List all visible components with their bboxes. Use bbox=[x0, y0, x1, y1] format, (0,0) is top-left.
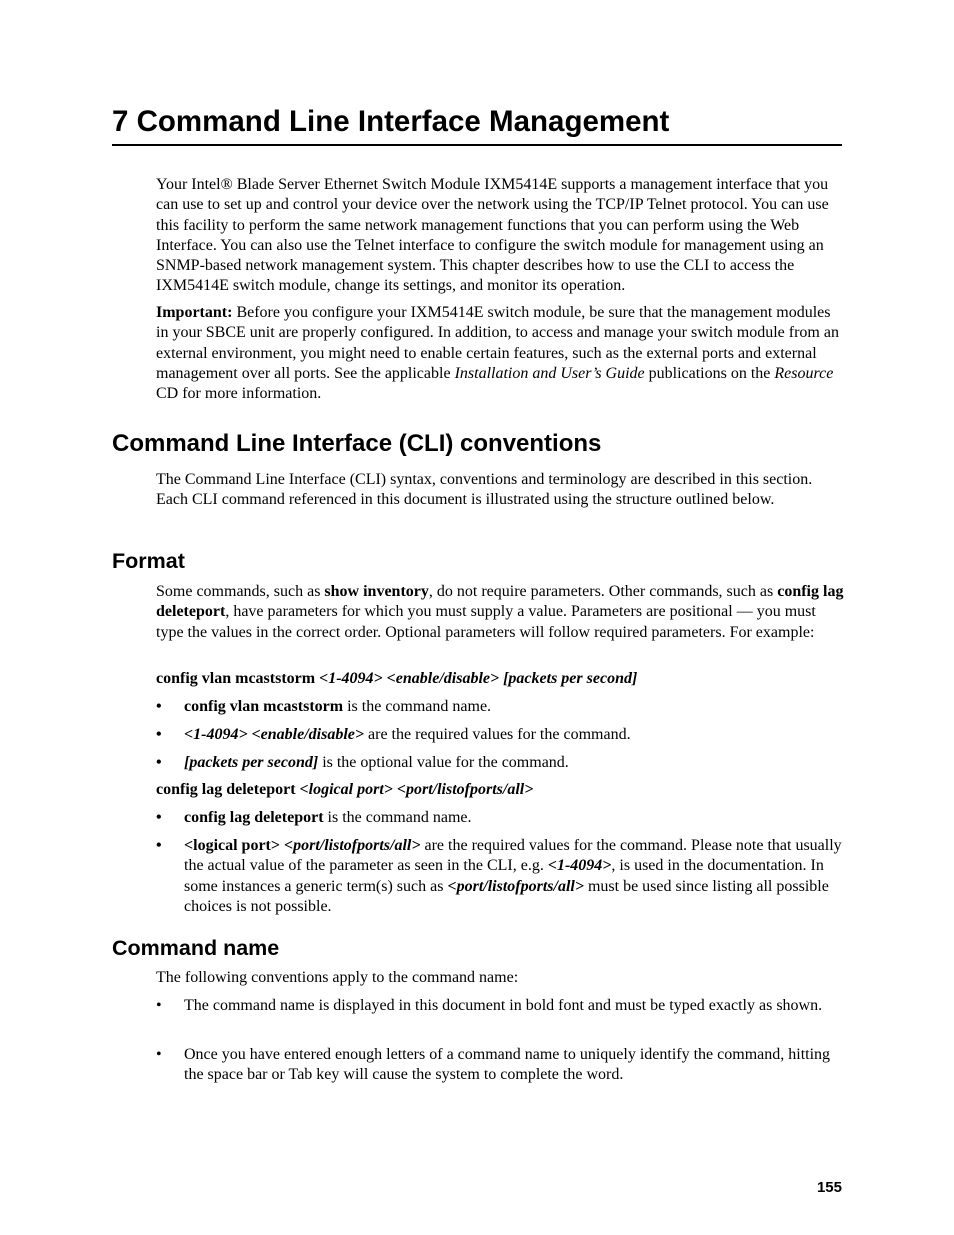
command-name-bullet-2: Once you have entered enough letters of a command name to uniquely identify the command, hitting the space bar or Tab key will cause the system to complete the word. bbox=[184, 1046, 831, 1084]
bullet-5-text-3: must be used since listing all possible choices is not possible. bbox=[184, 877, 829, 915]
bullet-4-text: is the command name. bbox=[323, 809, 472, 826]
bullet: • bbox=[156, 698, 162, 715]
bullet-1-text: is the command name. bbox=[343, 698, 492, 715]
format-text-3: , have parameters for which you must supply a value. Parameters are positional — you must type the values in the correct order. Optional parameters will follow required parameters. For example: bbox=[156, 603, 816, 641]
important-paragraph bbox=[156, 303, 846, 404]
page-number: 155 bbox=[816, 1179, 842, 1196]
format-text-1: Some commands, such as bbox=[156, 583, 325, 600]
bullet: • bbox=[156, 809, 162, 826]
conventions-paragraph: The Command Line Interface (CLI) syntax, conventions and terminology are described in this section. Each CLI command referenced in this document is illustrated using the structure outlined below. bbox=[156, 471, 813, 509]
bullet-2-text: are the required values for the command. bbox=[364, 726, 631, 743]
example-1-params: <1-4094> <enable/disable> [packets per second] bbox=[319, 670, 638, 687]
bullet-5-text-1: are the required values for the command. Please note that usually the actual value of the parameter as seen in the CLI, e.g. bbox=[184, 837, 842, 875]
example-2-params: <logical port> <port/listofports/all> bbox=[299, 781, 534, 798]
bullet: • bbox=[156, 1046, 162, 1063]
bullet-5-param-1: <logical port> bbox=[184, 837, 284, 854]
list-item bbox=[156, 753, 846, 773]
installation-guide-title: Installation and User’s Guide bbox=[454, 364, 645, 382]
list-item bbox=[156, 1045, 846, 1086]
command-name-intro: The following conventions apply to the command name: bbox=[156, 969, 519, 986]
intro-paragraph: Your Intel® Blade Server Ethernet Switch Module IXM5414E supports a management interface that you can use to set up and control your device over the network using the TCP/IP Telnet protocol. You can use this facility to perform the same network management functions that you can perform using the Web Interface. You can also use the Telnet interface to configure the switch module for management using an SNMP-based network management system. This chapter describes how to use the CLI to access the IXM5414E switch module, change its settings, and monitor its operation. bbox=[156, 176, 829, 295]
subsection-heading-command-name: Command name bbox=[112, 936, 280, 960]
list-item bbox=[156, 836, 846, 917]
chapter-title: 7 Command Line Interface Management bbox=[112, 104, 842, 146]
bullet-5-param-2: <port/listofports/all> bbox=[284, 837, 421, 854]
list-item bbox=[156, 697, 846, 717]
example-command-1 bbox=[156, 669, 846, 689]
show-inventory-command: show inventory bbox=[324, 583, 429, 600]
format-text-2: , do not require parameters. Other commands, such as bbox=[428, 583, 778, 600]
list-item bbox=[156, 996, 846, 1016]
bullet-1-command: config vlan mcaststorm bbox=[184, 698, 344, 715]
important-text-2: publications on the bbox=[644, 364, 775, 382]
important-label: Important: bbox=[156, 304, 233, 321]
bullet: • bbox=[156, 754, 162, 771]
bullet-5-param-4: <port/listofports/all> bbox=[447, 877, 584, 895]
bullet: • bbox=[156, 726, 162, 743]
config-lag-command: config lag deleteport bbox=[156, 583, 844, 621]
list-item bbox=[156, 725, 846, 745]
subsection-heading-format: Format bbox=[112, 549, 185, 573]
example-1-command-name: config vlan mcaststorm bbox=[156, 670, 320, 687]
example-2-command-name: config lag deleteport bbox=[156, 781, 300, 798]
example-command-2 bbox=[156, 780, 846, 800]
bullet-2-params: <1-4094> <enable/disable> bbox=[184, 726, 365, 743]
resource-cd-title: Resource bbox=[774, 364, 834, 382]
bullet-3-text: is the optional value for the command. bbox=[318, 754, 569, 771]
section-heading-conventions: Command Line Interface (CLI) conventions bbox=[112, 430, 602, 457]
format-paragraph bbox=[156, 582, 846, 643]
bullet-4-command: config lag deleteport bbox=[184, 809, 324, 826]
bullet-3-params: [packets per second] bbox=[184, 754, 319, 771]
bullet-5-text-2: , is used in the documentation. In some instances a generic term(s) such as bbox=[184, 857, 824, 895]
bullet: • bbox=[156, 837, 162, 854]
important-text-1: Before you configure your IXM5414E switch module, be sure that the management modules in your SBCE unit are properly configured. In addition, to access and manage your switch module from an external environment, you might need to enable certain features, such as the external ports and external management over all ports. See the applicable bbox=[156, 304, 839, 382]
important-text-3: CD for more information. bbox=[156, 385, 322, 403]
bullet: • bbox=[156, 997, 162, 1014]
command-name-bullet-1: The command name is displayed in this document in bold font and must be typed exactly as shown. bbox=[184, 997, 823, 1014]
list-item bbox=[156, 808, 846, 828]
bullet-5-param-3: <1-4094> bbox=[547, 857, 612, 875]
